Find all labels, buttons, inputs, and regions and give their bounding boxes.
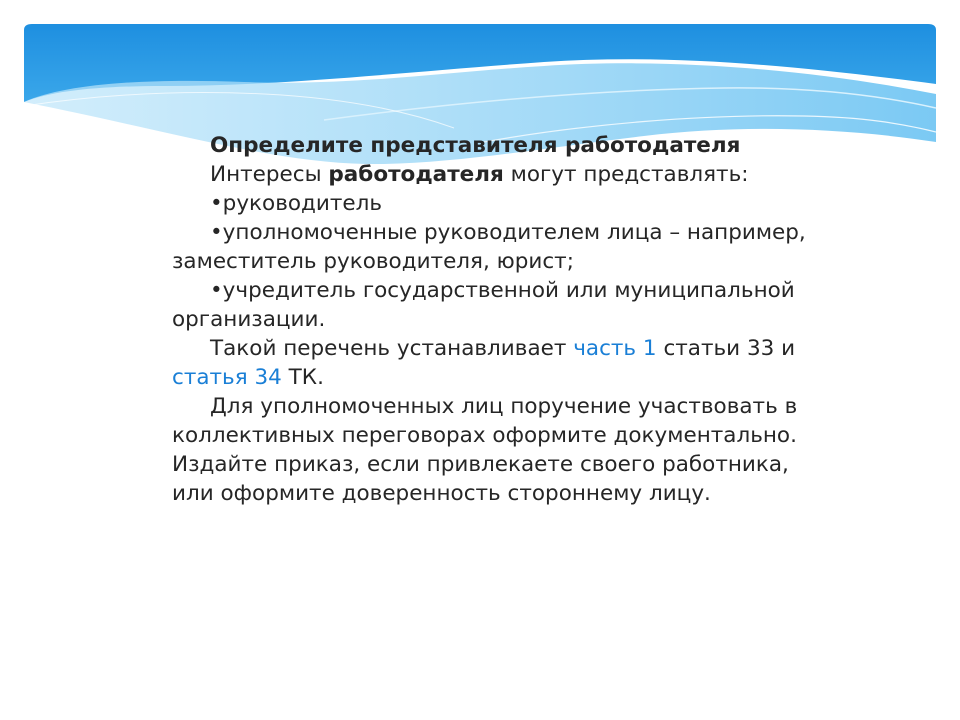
reference-text-2: статьи 33 и: [656, 336, 796, 361]
reference-paragraph: [172, 334, 812, 392]
reference-text-1: Такой перечень устанавливает: [210, 336, 574, 361]
intro-text-start: Интересы: [210, 162, 329, 187]
intro-paragraph: [172, 160, 812, 189]
bullet-item: •уполномоченные руководителем лица – например, заместитель руководителя, юрист;: [172, 220, 806, 274]
intro-emphasis: работодателя: [328, 162, 504, 187]
bullet-item: •учредитель государственной или муниципальной организации.: [172, 278, 795, 332]
link-article-33-part-1[interactable]: часть 1: [573, 336, 657, 361]
intro-text-end: могут представлять:: [503, 162, 749, 187]
bullet-item: •руководитель: [210, 191, 383, 216]
closing-paragraph: Для уполномоченных лиц поручение участвовать в коллективных переговорах оформите документально. Издайте приказ, если привлекаете своего работника, или оформите доверенность стороннему лицу.: [172, 394, 798, 506]
link-article-34[interactable]: статья 34: [172, 365, 282, 390]
slide-body: [172, 131, 812, 508]
slide-heading: Определите представителя работодателя: [210, 133, 741, 158]
reference-text-3: ТК.: [281, 365, 324, 390]
